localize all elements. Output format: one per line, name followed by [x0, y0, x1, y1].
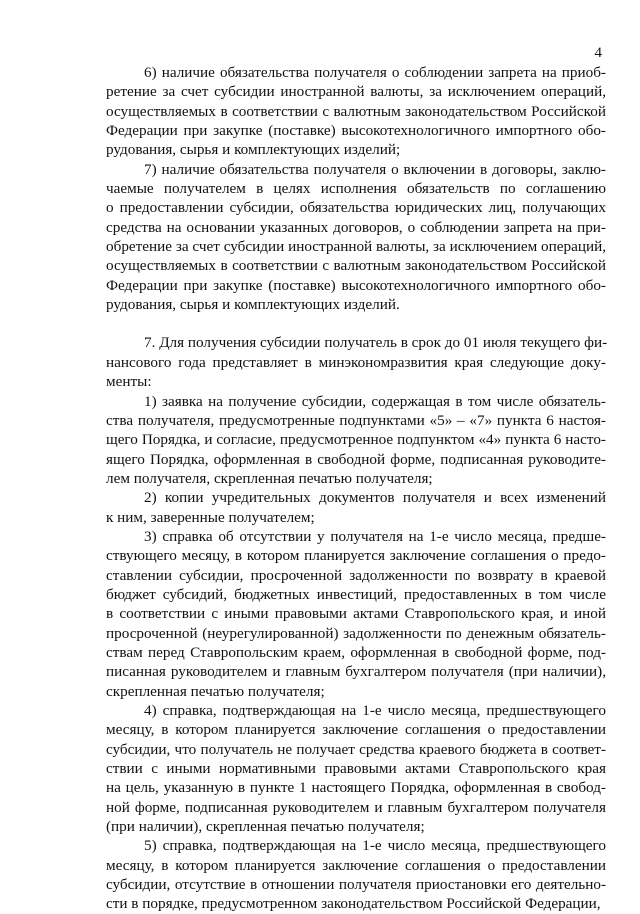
text-line: к ним, заверенные получателем; [106, 508, 315, 526]
text-line: субсидии, что получатель не получает средства краевого бюджета в соответ- [106, 740, 606, 758]
text-line: щего Порядка, и согласие, предусмотренное подпунктом «4» пункта 6 насто- [106, 431, 606, 449]
text-line: менты: [106, 373, 152, 391]
text-line: ствам перед Ставропольским краем, оформленная в свободной форме, под- [106, 643, 606, 661]
text-line: средства на основании указанных договоров, о соблюдении запрета на при- [106, 218, 606, 236]
text-line: ящего Порядка, оформленная в свободной форме, подписанная руководите- [106, 450, 606, 468]
text-line: бюджет субсидий, бюджетных инвестиций, предоставленных в том числе [106, 585, 606, 603]
text-line: Федерации при закупке (поставке) высокотехнологичного импортного обо- [106, 276, 606, 294]
paragraph-d4 [106, 701, 606, 836]
paragraph-p6 [106, 63, 606, 160]
text-line: 2) копии учредительных документов получателя и всех изменений [144, 489, 606, 507]
page-number: 4 [594, 45, 602, 61]
text-line: осуществляемых в соответствии с валютным законодательством Российской [106, 257, 606, 275]
text-line: на цель, указанную в пункте 1 настоящего Порядка, оформленная в свобод- [106, 779, 606, 797]
text-line: субсидии, отсутствие в отношении получателя приостановки его деятельно- [106, 876, 606, 894]
text-line: Федерации при закупке (поставке) высокотехнологичного импортного обо- [106, 122, 606, 140]
text-line: обретение за счет субсидии иностранной валюты, за исключением операций, [106, 238, 606, 256]
text-line: ствующего месяцу, в котором планируется заключение соглашения о предо- [106, 547, 606, 565]
text-line: нансового года представляет в минэкономразвития края следующие доку- [106, 353, 606, 371]
text-line: просроченной (неурегулированной) задолженности по денежным обязатель- [106, 624, 606, 642]
text-line: ствии с иными нормативными правовыми актами Ставропольского края [106, 760, 606, 778]
text-line: в соответствии с иными правовыми актами Ставропольского края, и иной [106, 605, 606, 623]
text-line: писанная руководителем и главным бухгалтером получателя (при наличии), [106, 663, 606, 681]
text-line: 6) наличие обязательства получателя о соблюдении запрета на приоб- [144, 64, 606, 81]
text-line: 7. Для получения субсидии получатель в срок до 01 июля текущего фи- [144, 334, 608, 352]
text-line: 4) справка, подтверждающая на 1-е число месяца, предшествующего [144, 702, 606, 719]
text-line: рудования, сырья и комплектующих изделий. [106, 296, 400, 314]
document-body [106, 63, 606, 914]
text-line: 7) наличие обязательства получателя о включении в договоры, заклю- [144, 160, 606, 178]
text-line: месяцу, в котором планируется заключение соглашения о предоставлении [106, 856, 606, 874]
text-line: месяцу, в котором планируется заключение соглашения о предоставлении [106, 721, 606, 739]
text-line: ставлении субсидии, просроченной задолженности по возврату в краевой [106, 566, 606, 584]
paragraph-d3 [106, 527, 606, 701]
text-line: о предоставлении субсидии, обязательства юридических лиц, получающих [106, 199, 606, 217]
paragraph-d5 [106, 836, 606, 913]
text-line: скрепленная печатью получателя; [106, 682, 325, 700]
paragraph-d2 [106, 488, 606, 527]
paragraph-s7 [106, 333, 606, 391]
text-line: 1) заявка на получение субсидии, содержащая в том числе обязатель- [144, 392, 606, 410]
paragraph-gap [106, 314, 606, 333]
text-line: 3) справка об отсутствии у получателя на 1-е число месяца, предше- [144, 527, 606, 545]
text-line: лем получателя, скрепленная печатью получателя; [106, 469, 433, 487]
text-line: (при наличии), скрепленная печатью получателя; [106, 818, 425, 836]
paragraph-d1 [106, 392, 606, 489]
text-line: сти в порядке, предусмотренном законодательством Российской Федерации, [106, 895, 601, 913]
paragraph-p7 [106, 160, 606, 315]
text-line: 5) справка, подтверждающая на 1-е число месяца, предшествующего [144, 837, 606, 855]
text-line: ной форме, подписанная руководителем и главным бухгалтером получателя [106, 798, 606, 816]
text-line: осуществляемых в соответствии с валютным законодательством Российской [106, 102, 606, 120]
text-line: рудования, сырья и комплектующих изделий; [106, 141, 401, 159]
text-line: ретение за счет субсидии иностранной валюты, за исключением операций, [106, 83, 606, 101]
text-line: ства получателя, предусмотренные подпунктами «5» – «7» пункта 6 настоя- [106, 411, 606, 429]
text-line: чаемые получателем в целях исполнения обязательств по соглашению [106, 180, 606, 198]
